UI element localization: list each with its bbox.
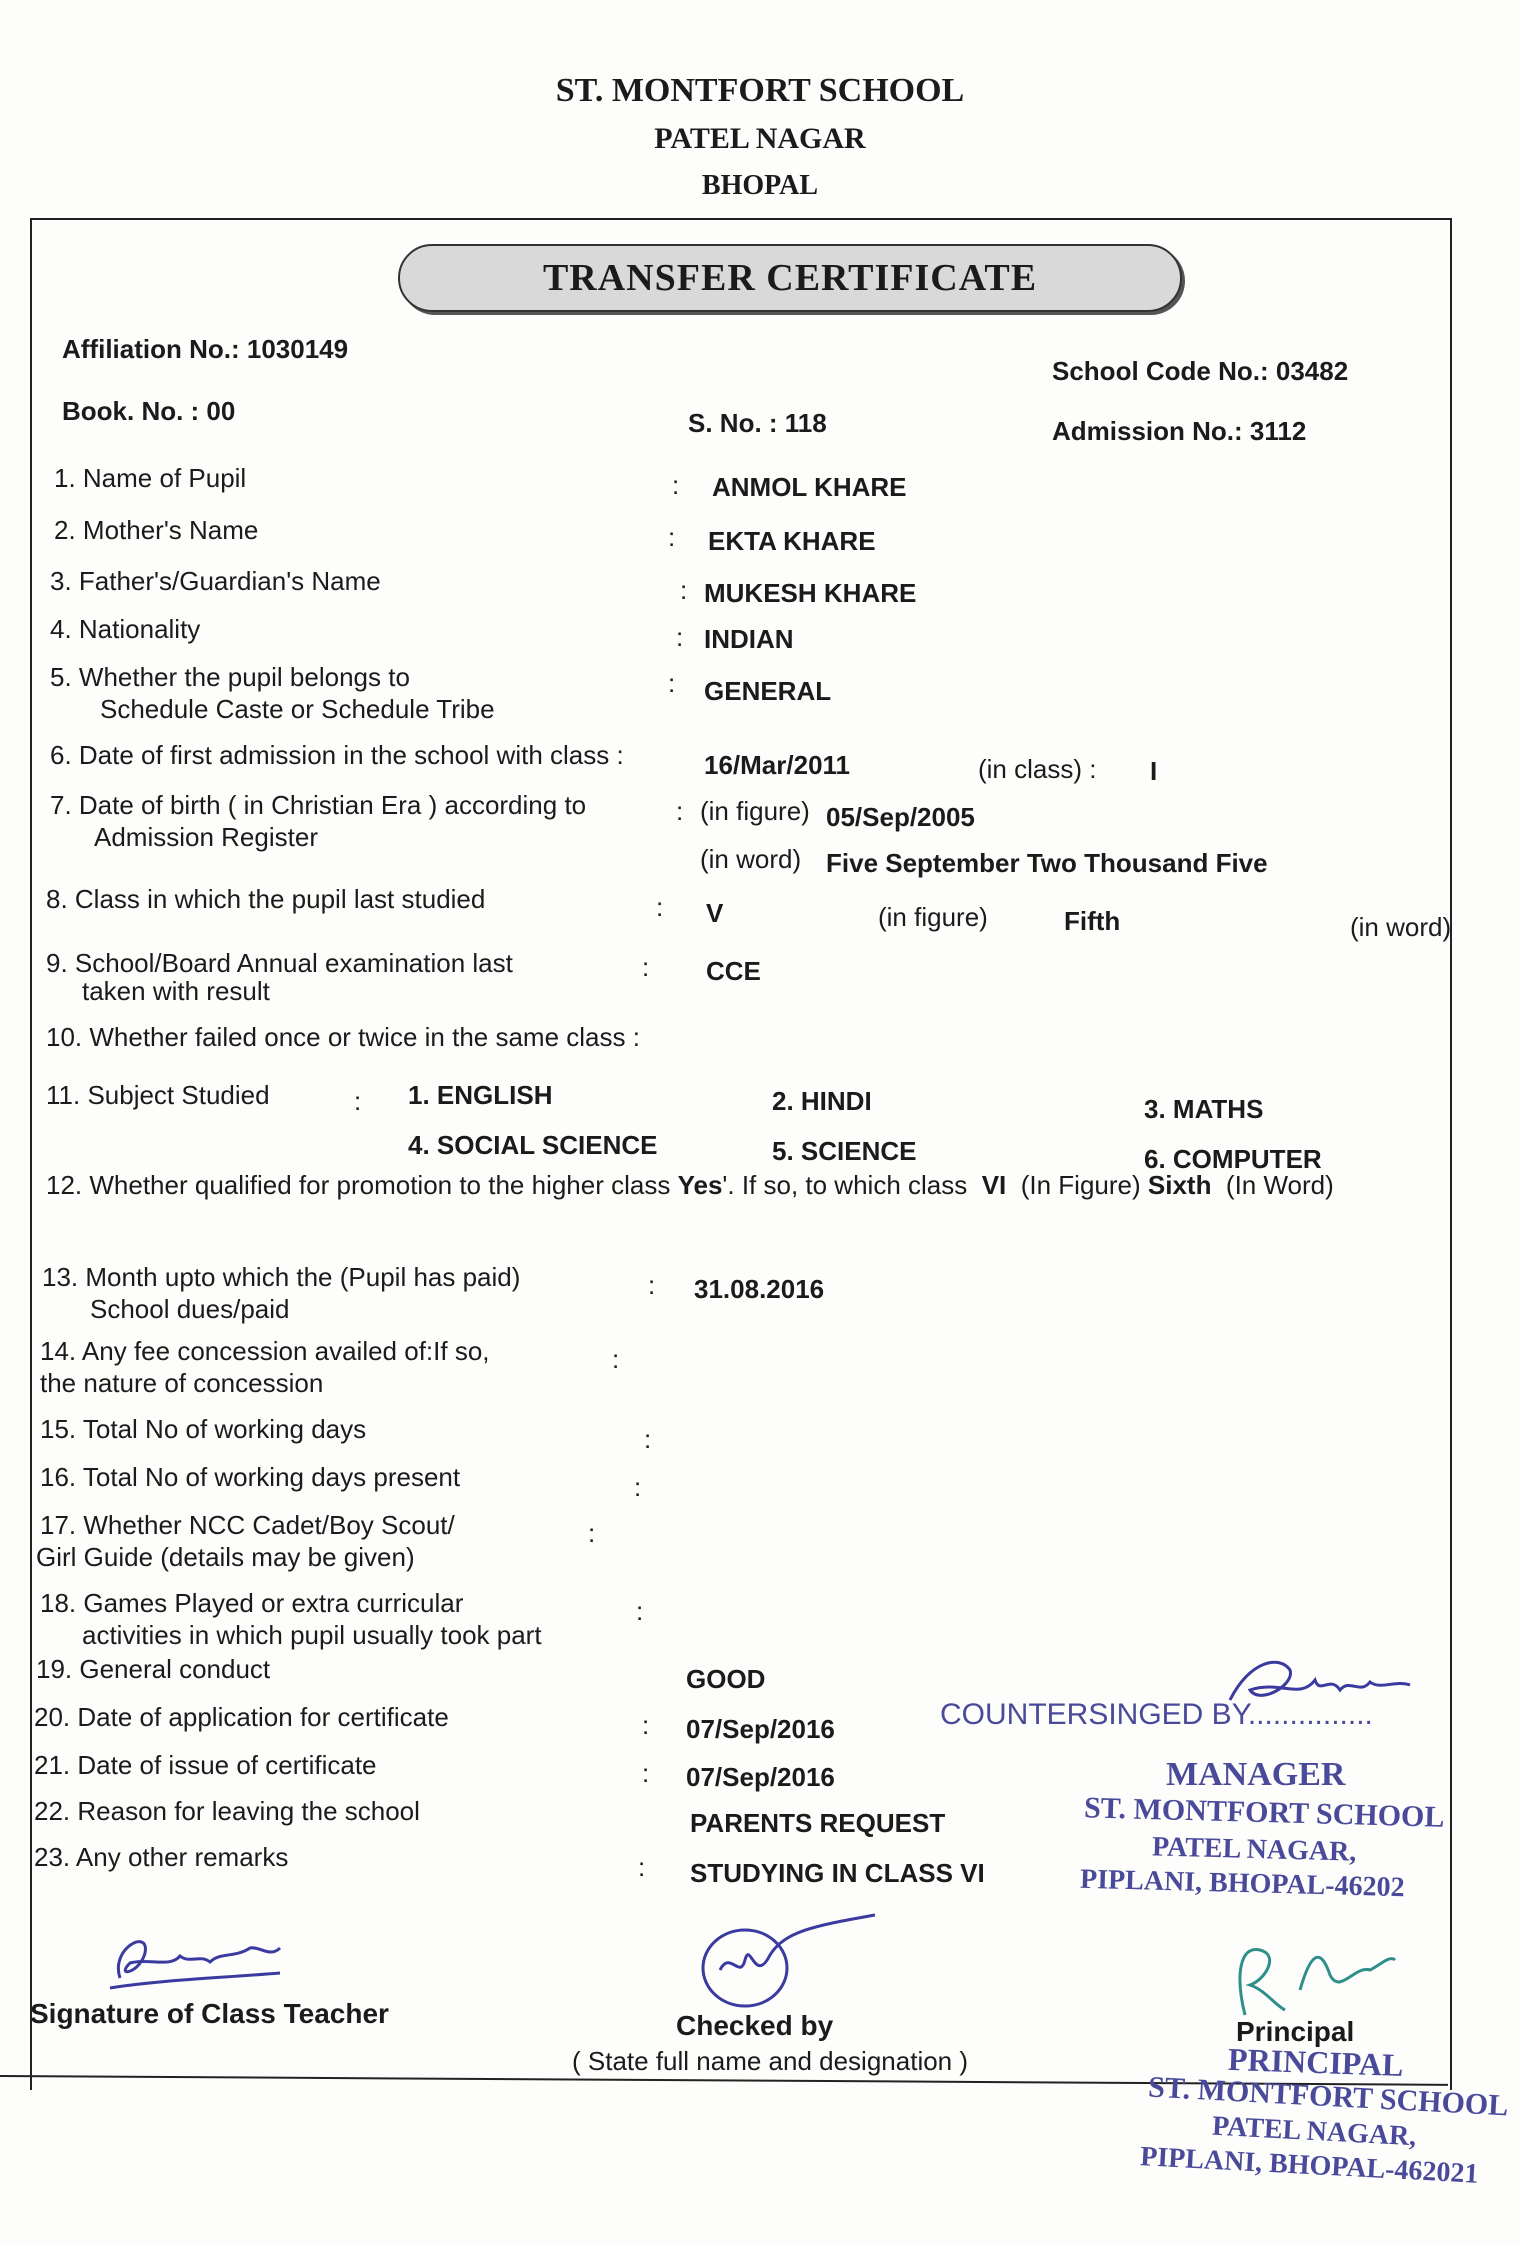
- class-teacher-signature: [90, 1918, 290, 1998]
- colon: :: [638, 1852, 646, 1882]
- label-working-days: 15. Total No of working days: [40, 1414, 367, 1444]
- promotion-class-word: Sixth: [1147, 1170, 1212, 1200]
- school-area: PATEL NAGAR: [654, 122, 866, 155]
- value-nationality: INDIAN: [704, 624, 794, 654]
- colon: :: [648, 1270, 656, 1300]
- promotion-text-a: 12. Whether qualified for promotion to the higher class: [46, 1170, 671, 1200]
- label-ncc-cadet-line2: Girl Guide (details may be given): [36, 1542, 415, 1572]
- label-failed: 10. Whether failed once or twice in the same class :: [46, 1022, 640, 1052]
- label-name-of-pupil: 1. Name of Pupil: [54, 463, 247, 493]
- colon: :: [354, 1086, 362, 1116]
- colon: :: [668, 522, 676, 552]
- manager-stamp-area: PATEL NAGAR,: [1151, 1831, 1357, 1868]
- colon: :: [656, 892, 664, 922]
- label-mothers-name: 2. Mother's Name: [54, 515, 259, 545]
- value-name-of-pupil: ANMOL KHARE: [712, 472, 907, 502]
- affiliation-no: Affiliation No.: 1030149: [62, 334, 349, 364]
- value-annual-exam: CCE: [706, 956, 761, 986]
- colon: :: [668, 668, 676, 698]
- colon: :: [680, 575, 688, 605]
- certificate-title: TRANSFER CERTIFICATE: [542, 257, 1038, 299]
- label-last-class: 8. Class in which the pupil last studied: [46, 884, 486, 914]
- label-annual-exam-line2: taken with result: [82, 976, 270, 1006]
- label-games: 18. Games Played or extra curricular: [40, 1588, 464, 1618]
- school-code-no: School Code No.: 03482: [1052, 356, 1349, 386]
- principal-stamp-school: ST. MONTFORT SCHOOL: [1147, 2070, 1510, 2123]
- subject-4: 4. SOCIAL SCIENCE: [408, 1130, 658, 1160]
- value-issue-date: 07/Sep/2016: [686, 1762, 835, 1792]
- label-last-class-in-figure: (in figure): [878, 902, 988, 932]
- label-dob-in-word: (in word): [700, 844, 802, 874]
- label-promotion: [46, 1170, 1334, 1201]
- label-general-conduct: 19. General conduct: [36, 1654, 271, 1684]
- colon: :: [636, 1596, 644, 1626]
- label-dob-in-figure: (in figure): [700, 796, 810, 826]
- value-first-admission: 16/Mar/2011: [704, 750, 851, 780]
- label-issue-date: 21. Date of issue of certificate: [34, 1750, 377, 1780]
- label-games-line2: activities in which pupil usually took part: [82, 1620, 542, 1650]
- colon: :: [642, 1710, 650, 1740]
- label-caste: 5. Whether the pupil belongs to: [50, 662, 410, 692]
- value-last-class-figure: V: [706, 898, 724, 928]
- principal-stamp-area: PATEL NAGAR,: [1211, 2110, 1418, 2153]
- promotion-in-word: (In Word): [1225, 1170, 1334, 1200]
- subject-3: 3. MATHS: [1144, 1094, 1264, 1124]
- subject-6: 6. COMPUTER: [1144, 1144, 1322, 1174]
- label-nationality: 4. Nationality: [50, 614, 201, 644]
- value-reason-leaving: PARENTS REQUEST: [690, 1808, 946, 1838]
- countersigned-dots: ...............: [1247, 1698, 1373, 1731]
- manager-stamp-city: PIPLANI, BHOPAL-46202: [1079, 1863, 1405, 1904]
- value-mothers-name: EKTA KHARE: [708, 526, 876, 556]
- value-general-conduct: GOOD: [686, 1664, 766, 1694]
- school-name: ST. MONTFORT SCHOOL: [555, 72, 965, 109]
- value-dob-in-word: Five September Two Thousand Five: [826, 848, 1268, 878]
- colon: :: [642, 952, 650, 982]
- label-other-remarks: 23. Any other remarks: [34, 1842, 289, 1872]
- colon: :: [634, 1472, 642, 1502]
- promotion-class-figure: VI: [981, 1170, 1007, 1200]
- colon: :: [676, 796, 684, 826]
- colon: :: [644, 1424, 652, 1454]
- checked-by-note: ( State full name and designation ): [572, 2046, 969, 2076]
- label-month-paid: 13. Month upto which the (Pupil has paid): [42, 1262, 521, 1292]
- label-ncc-cadet: 17. Whether NCC Cadet/Boy Scout/: [40, 1510, 455, 1540]
- subject-5: 5. SCIENCE: [772, 1136, 917, 1166]
- subject-1: 1. ENGLISH: [408, 1080, 553, 1110]
- value-dob-in-figure: 05/Sep/2005: [826, 802, 975, 832]
- label-fee-concession: 14. Any fee concession availed of:If so,: [40, 1336, 490, 1366]
- manager-stamp-title: MANAGER: [1166, 1756, 1346, 1793]
- colon: :: [676, 622, 684, 652]
- label-subjects: 11. Subject Studied: [46, 1080, 270, 1110]
- colon: :: [588, 1518, 596, 1548]
- book-no: Book. No. : 00: [62, 396, 236, 426]
- countersigned-label: COUNTERSINGED BY: [940, 1698, 1248, 1731]
- school-city: BHOPAL: [701, 170, 819, 201]
- serial-no: S. No. : 118: [688, 408, 827, 438]
- value-last-class-word: Fifth: [1064, 906, 1121, 936]
- promotion-yes: Yes: [677, 1170, 723, 1200]
- label-fathers-name: 3. Father's/Guardian's Name: [50, 566, 381, 596]
- label-annual-exam: 9. School/Board Annual examination last: [46, 948, 513, 978]
- subject-2: 2. HINDI: [772, 1086, 872, 1116]
- label-application-date: 20. Date of application for certificate: [34, 1702, 449, 1732]
- promotion-in-figure: (In Figure): [1020, 1170, 1141, 1200]
- value-fathers-name: MUKESH KHARE: [704, 578, 917, 608]
- label-date-of-birth-line2: Admission Register: [94, 822, 318, 852]
- label-last-class-in-word: (in word): [1350, 912, 1452, 942]
- label-month-paid-line2: School dues/paid: [90, 1294, 290, 1324]
- principal-stamp-city: PIPLANI, BHOPAL-462021: [1139, 2141, 1480, 2190]
- manager-stamp-school: ST. MONTFORT SCHOOL: [1083, 1791, 1445, 1834]
- value-month-paid: 31.08.2016: [694, 1274, 825, 1304]
- label-in-class: (in class) :: [978, 754, 1097, 784]
- checked-by-signature: [690, 1910, 890, 2020]
- principal-signature: [1220, 1935, 1400, 2025]
- colon: :: [642, 1758, 650, 1788]
- label-fee-concession-line2: the nature of concession: [40, 1368, 324, 1398]
- value-other-remarks: STUDYING IN CLASS VI: [690, 1858, 985, 1888]
- checked-by-label: Checked by: [676, 2010, 834, 2041]
- principal-stamp-title: PRINCIPAL: [1227, 2040, 1404, 2084]
- admission-no: Admission No.: 3112: [1052, 416, 1307, 446]
- label-date-of-birth: 7. Date of birth ( in Christian Era ) according to: [50, 790, 587, 820]
- principal-label: Principal: [1236, 2016, 1355, 2047]
- promotion-text-b: '. If so, to which class: [722, 1170, 968, 1200]
- label-reason-leaving: 22. Reason for leaving the school: [34, 1796, 420, 1826]
- value-caste: GENERAL: [704, 676, 832, 706]
- class-teacher-label: Signature of Class Teacher: [30, 1998, 389, 2029]
- colon: :: [612, 1344, 620, 1374]
- colon: :: [672, 470, 680, 500]
- label-first-admission: 6. Date of first admission in the school with class :: [50, 740, 624, 770]
- value-application-date: 07/Sep/2016: [686, 1714, 835, 1744]
- value-in-class: I: [1150, 756, 1158, 786]
- manager-signature: [1220, 1650, 1420, 1720]
- label-days-present: 16. Total No of working days present: [40, 1462, 461, 1492]
- label-caste-line2: Schedule Caste or Schedule Tribe: [100, 694, 495, 724]
- title-banner: [398, 244, 1182, 312]
